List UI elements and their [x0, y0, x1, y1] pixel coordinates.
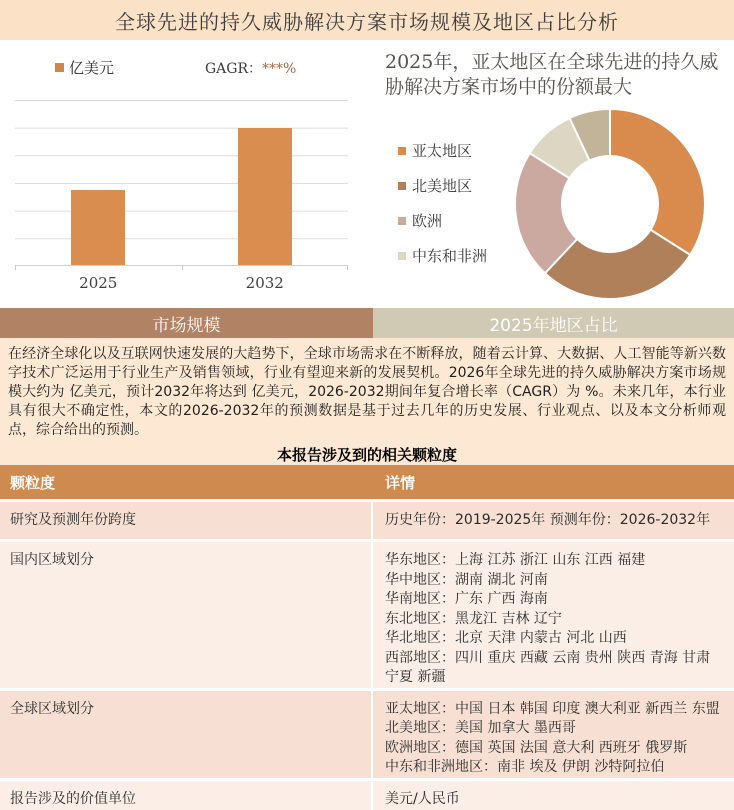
tab-market-size[interactable] — [0, 308, 373, 338]
tab-region-share-label: 2025年地区占比 — [489, 315, 618, 336]
title-band — [0, 0, 734, 40]
legend-label: 中东和非洲 — [412, 247, 488, 265]
legend-swatch-icon — [55, 63, 64, 72]
tab-market-size-label: 市场规模 — [152, 315, 221, 336]
row-label: 报告涉及的价值单位 — [0, 781, 371, 810]
section-banner — [0, 308, 734, 338]
legend-label: 亚太地区 — [412, 142, 473, 160]
granularity-table — [0, 465, 734, 810]
detail-line: 亚太地区：中国 日本 韩国 印度 澳大利亚 新西兰 东盟 — [385, 700, 720, 717]
detail-line: 美元/人民币 — [385, 790, 460, 807]
table-row — [0, 502, 734, 539]
bar-2032 — [238, 128, 292, 265]
row-details — [373, 691, 734, 778]
detail-line: 历史年份：2019-2025年 预测年份：2026-2032年 — [385, 512, 711, 528]
row-label: 国内区域划分 — [0, 542, 371, 688]
detail-line: 华东地区：上海 江苏 浙江 山东 江西 福建 — [385, 552, 646, 568]
x-axis-label: 2032 — [245, 274, 284, 292]
x-axis-tick — [347, 266, 348, 270]
legend-swatch-icon — [398, 182, 406, 190]
row-label: 全球区域划分 — [0, 691, 371, 778]
tab-region-share[interactable] — [373, 308, 734, 338]
x-axis-label: 2025 — [79, 274, 118, 292]
donut-chart — [510, 104, 710, 304]
x-axis-tick — [182, 266, 183, 270]
table-row — [0, 781, 734, 810]
detail-line: 华南地区：广东 广西 海南 — [385, 591, 548, 607]
table-row — [0, 542, 734, 688]
legend-swatch-icon — [398, 147, 406, 155]
summary-paragraph: 在经济全球化以及互联网快速发展的大趋势下，全球市场需求在不断释放，随着云计算、大数据、人工智能等新兴数字技术广泛运用于行业生产及销售领域，行业有望迎来新的发展契机。2026年全球先进的持久威胁解决方案市场规模大约为 亿美元，预计2032年将达到 亿美元，2026-2032期间年复合增长率（CAGR）为 %。未来几年，本行业具有很大不确定性，本文的2026-2032年的预测数据是基于过去几年的历史发展、行业观点、以及本文分析师观点，综合给出的预测。 — [8, 346, 726, 438]
table-header-granularity: 颗粒度 — [10, 473, 56, 492]
detail-line: 华中地区：湖南 湖北 河南 — [385, 571, 548, 588]
cagr-annotation — [205, 58, 296, 78]
table-header-details: 详情 — [385, 473, 416, 492]
legend-item — [398, 142, 510, 161]
granularity-table-body — [0, 499, 734, 810]
row-details — [373, 781, 734, 810]
bar-series-label: 亿美元 — [69, 59, 115, 77]
pie-chart-title: 2025年，亚太地区在全球先进的持久威胁解决方案市场中的份额最大 — [385, 51, 719, 98]
legend-label: 欧洲 — [412, 212, 443, 230]
summary-section — [0, 338, 734, 465]
table-row — [0, 691, 734, 778]
granularity-table-title: 本报告涉及到的相关颗粒度 — [276, 446, 457, 464]
row-details — [373, 502, 734, 539]
legend-item — [398, 177, 510, 196]
cagr-value: ***% — [262, 61, 297, 77]
detail-line: 中东和非洲地区：南非 埃及 伊朗 沙特阿拉伯 — [385, 759, 665, 775]
row-label: 研究及预测年份跨度 — [0, 502, 371, 539]
table-header-row — [0, 465, 734, 499]
bar-chart-legend — [55, 57, 114, 78]
page-title: 全球先进的持久威胁解决方案市场规模及地区占比分析 — [115, 9, 619, 34]
row-details — [373, 542, 734, 688]
bar-chart-section — [0, 40, 373, 308]
pie-chart-legend — [398, 142, 510, 304]
pie-chart-section — [373, 40, 734, 308]
detail-line: 欧洲地区：德国 英国 法国 意大利 西班牙 俄罗斯 — [385, 739, 688, 756]
detail-line: 西部地区：四川 重庆 西藏 云南 贵州 陕西 青海 甘肃 宁夏 新疆 — [385, 649, 711, 685]
x-axis-tick — [15, 266, 16, 270]
detail-line: 东北地区：黑龙江 吉林 辽宁 — [385, 610, 562, 627]
bar-chart-legend-row — [0, 57, 373, 77]
cagr-label: GAGR： — [205, 61, 263, 77]
detail-line: 华北地区：北京 天津 内蒙古 河北 山西 — [385, 630, 627, 646]
bar-chart-plot — [15, 100, 348, 292]
charts-row — [0, 40, 734, 308]
legend-label: 北美地区 — [412, 177, 473, 195]
bar-2025 — [71, 190, 125, 265]
legend-swatch-icon — [398, 252, 406, 260]
detail-line: 北美地区：美国 加拿大 墨西哥 — [385, 720, 576, 736]
legend-item — [398, 212, 510, 231]
legend-swatch-icon — [398, 217, 406, 225]
pie-chart-content — [385, 100, 734, 304]
legend-item — [398, 247, 510, 266]
